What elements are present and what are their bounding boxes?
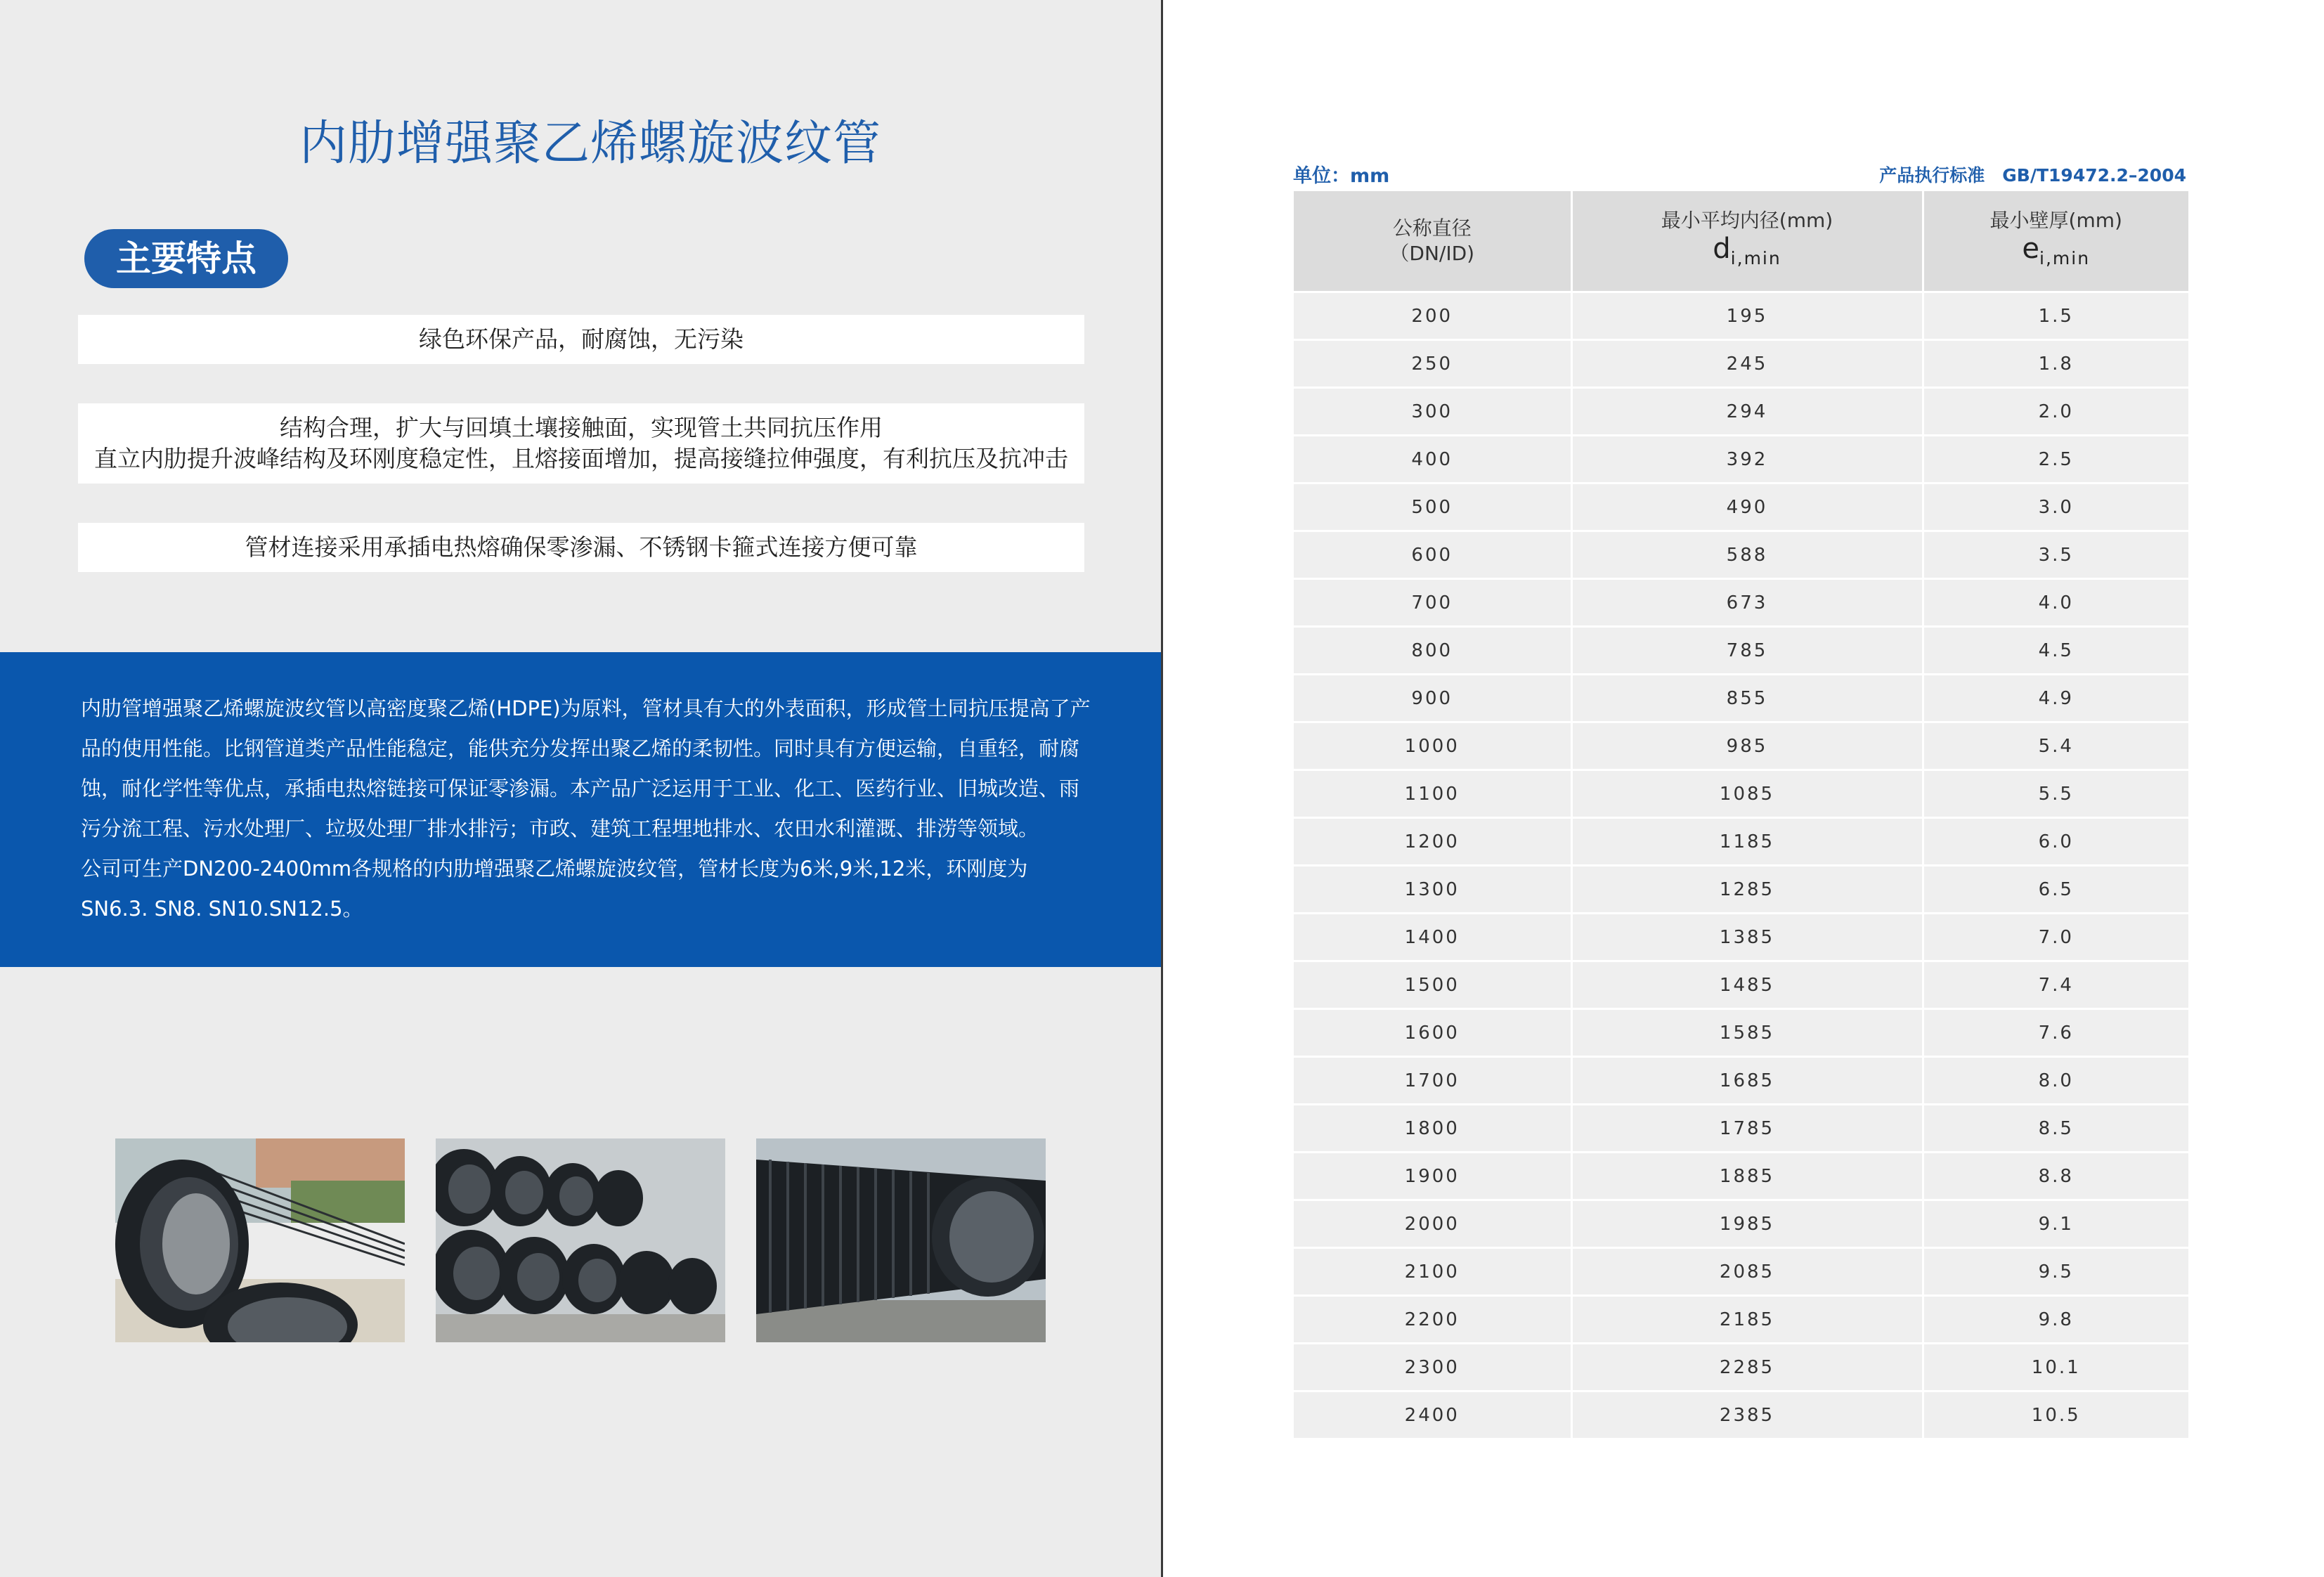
feature-line: 管材连接采用承插电热熔确保零渗漏、不锈钢卡箍式连接方便可靠 [245, 533, 918, 561]
header-nominal-diameter [1294, 191, 1571, 292]
table-row [1294, 484, 2188, 531]
header-symbol [1925, 233, 2188, 274]
cell-nominal-diameter: 600 [1294, 531, 1571, 579]
feature-line: 直立内肋提升波峰结构及环刚度稳定性，且熔接面增加，提高接缝拉伸强度，有利抗压及抗冲击 [94, 445, 1068, 472]
cell-nominal-diameter: 200 [1294, 292, 1571, 340]
table-row [1294, 961, 2188, 1009]
cell-min-wall-thickness: 5.5 [1923, 770, 2188, 818]
cell-min-inner-diameter: 673 [1571, 579, 1923, 627]
cell-min-inner-diameter: 1585 [1571, 1009, 1923, 1057]
cell-nominal-diameter: 2300 [1294, 1344, 1571, 1391]
cell-min-wall-thickness: 10.5 [1923, 1391, 2188, 1439]
table-row [1294, 722, 2188, 770]
cell-min-wall-thickness: 8.5 [1923, 1105, 2188, 1153]
cell-nominal-diameter: 1600 [1294, 1009, 1571, 1057]
cell-nominal-diameter: 1200 [1294, 818, 1571, 866]
cell-min-inner-diameter: 1485 [1571, 961, 1923, 1009]
feature-box [78, 523, 1084, 572]
header-label: 最小平均内径(mm) [1661, 209, 1833, 232]
page-title: 内肋增强聚乙烯螺旋波纹管 [299, 116, 881, 171]
table-row [1294, 1296, 2188, 1344]
cell-min-wall-thickness: 1.8 [1923, 340, 2188, 388]
table-row [1294, 1248, 2188, 1296]
table-row [1294, 1057, 2188, 1105]
cell-min-inner-diameter: 1085 [1571, 770, 1923, 818]
header-label: 公称直径 [1392, 216, 1472, 240]
feature-box [78, 403, 1084, 484]
cell-min-wall-thickness: 4.0 [1923, 579, 2188, 627]
cell-min-inner-diameter: 294 [1571, 388, 1923, 436]
features-heading: 主要特点 [84, 229, 288, 288]
cell-min-wall-thickness: 7.4 [1923, 961, 2188, 1009]
cell-nominal-diameter: 1000 [1294, 722, 1571, 770]
pipe-row-photo [756, 1138, 1046, 1342]
table-row [1294, 1200, 2188, 1248]
header-symbol-subscript: i,min [2039, 248, 2091, 268]
cell-min-inner-diameter: 985 [1571, 722, 1923, 770]
description-band [0, 652, 1161, 967]
left-page [0, 0, 1161, 1577]
cell-min-wall-thickness: 5.4 [1923, 722, 2188, 770]
cell-nominal-diameter: 700 [1294, 579, 1571, 627]
cell-nominal-diameter: 1900 [1294, 1153, 1571, 1200]
table-row [1294, 627, 2188, 675]
table-row [1294, 579, 2188, 627]
cell-min-inner-diameter: 588 [1571, 531, 1923, 579]
cell-min-wall-thickness: 9.5 [1923, 1248, 2188, 1296]
header-symbol-letter: e [2022, 233, 2040, 265]
table-row [1294, 388, 2188, 436]
cell-nominal-diameter: 1100 [1294, 770, 1571, 818]
cell-nominal-diameter: 1800 [1294, 1105, 1571, 1153]
cell-nominal-diameter: 800 [1294, 627, 1571, 675]
table-row [1294, 1153, 2188, 1200]
cell-min-wall-thickness: 6.5 [1923, 866, 2188, 914]
corrugated-pipe-photo [115, 1138, 405, 1342]
table-row [1294, 1344, 2188, 1391]
header-label: 最小壁厚(mm) [1989, 209, 2122, 232]
cell-min-inner-diameter: 1885 [1571, 1153, 1923, 1200]
cell-min-inner-diameter: 1185 [1571, 818, 1923, 866]
cell-min-inner-diameter: 195 [1571, 292, 1923, 340]
cell-nominal-diameter: 2000 [1294, 1200, 1571, 1248]
cell-min-inner-diameter: 490 [1571, 484, 1923, 531]
header-symbol-subscript: i,min [1730, 248, 1781, 268]
header-label: （DN/ID) [1389, 242, 1475, 265]
cell-nominal-diameter: 1700 [1294, 1057, 1571, 1105]
cell-min-wall-thickness: 2.5 [1923, 436, 2188, 484]
cell-min-inner-diameter: 392 [1571, 436, 1923, 484]
table-row [1294, 866, 2188, 914]
cell-min-inner-diameter: 1785 [1571, 1105, 1923, 1153]
cell-min-inner-diameter: 1985 [1571, 1200, 1923, 1248]
cell-nominal-diameter: 2400 [1294, 1391, 1571, 1439]
cell-min-inner-diameter: 245 [1571, 340, 1923, 388]
cell-min-wall-thickness: 10.1 [1923, 1344, 2188, 1391]
table-row [1294, 1391, 2188, 1439]
cell-min-wall-thickness: 7.0 [1923, 914, 2188, 961]
header-symbol-letter: d [1713, 233, 1731, 265]
cell-nominal-diameter: 250 [1294, 340, 1571, 388]
cell-min-wall-thickness: 3.5 [1923, 531, 2188, 579]
table-header-row [1294, 191, 2188, 292]
cell-min-wall-thickness: 4.9 [1923, 675, 2188, 722]
cell-min-inner-diameter: 2385 [1571, 1391, 1923, 1439]
cell-min-inner-diameter: 1685 [1571, 1057, 1923, 1105]
cell-min-wall-thickness: 2.0 [1923, 388, 2188, 436]
cell-nominal-diameter: 300 [1294, 388, 1571, 436]
cell-nominal-diameter: 1300 [1294, 866, 1571, 914]
feature-box [78, 315, 1084, 364]
cell-nominal-diameter: 1500 [1294, 961, 1571, 1009]
standard-label: 产品执行标准 GB/T19472.2–2004 [1879, 165, 2186, 186]
table-row [1294, 675, 2188, 722]
table-row [1294, 1105, 2188, 1153]
header-min-inner-diameter [1571, 191, 1923, 292]
table-row [1294, 340, 2188, 388]
stacked-pipes-photo [436, 1138, 725, 1342]
table-row [1294, 818, 2188, 866]
feature-line: 绿色环保产品，耐腐蚀，无污染 [419, 325, 744, 353]
header-min-wall-thickness [1923, 191, 2188, 292]
header-symbol [1573, 233, 1921, 274]
cell-min-wall-thickness: 8.0 [1923, 1057, 2188, 1105]
cell-min-wall-thickness: 8.8 [1923, 1153, 2188, 1200]
cell-nominal-diameter: 500 [1294, 484, 1571, 531]
table-row [1294, 531, 2188, 579]
table-row [1294, 1009, 2188, 1057]
cell-nominal-diameter: 900 [1294, 675, 1571, 722]
cell-min-wall-thickness: 9.8 [1923, 1296, 2188, 1344]
cell-min-wall-thickness: 6.0 [1923, 818, 2188, 866]
description-paragraph: 内肋管增强聚乙烯螺旋波纹管以高密度聚乙烯(HDPE)为原料，管材具有大的外表面积，形成管土同抗压提高了产品的使用性能。比钢管道类产品性能稳定，能供充分发挥出聚乙烯的柔韧性。同时具有方便运输，自重轻，耐腐蚀，耐化学性等优点，承插电热熔链接可保证零渗漏。本产品广泛运用于工业、化工、医药行业、旧城改造、雨污分流工程、污水处理厂、垃圾处理厂排水排污；市政、建筑工程埋地排水、农田水利灌溉、排涝等领域。 [81, 696, 1091, 841]
cell-nominal-diameter: 2100 [1294, 1248, 1571, 1296]
unit-label: 单位：mm [1293, 165, 1390, 187]
cell-min-wall-thickness: 1.5 [1923, 292, 2188, 340]
feature-line: 结构合理，扩大与回填土壤接触面，实现管土共同抗压作用 [280, 414, 883, 441]
cell-min-wall-thickness: 3.0 [1923, 484, 2188, 531]
cell-min-inner-diameter: 2185 [1571, 1296, 1923, 1344]
cell-nominal-diameter: 400 [1294, 436, 1571, 484]
spec-table [1294, 191, 2188, 1438]
cell-nominal-diameter: 1400 [1294, 914, 1571, 961]
description-paragraph: 公司可生产DN200-2400mm各规格的内肋增强聚乙烯螺旋波纹管，管材长度为6米,9米,12米，环刚度为SN6.3. SN8. SN10.SN12.5。 [81, 857, 1028, 921]
table-row [1294, 436, 2188, 484]
table-row [1294, 292, 2188, 340]
cell-min-inner-diameter: 785 [1571, 627, 1923, 675]
cell-min-inner-diameter: 1285 [1571, 866, 1923, 914]
cell-min-inner-diameter: 2085 [1571, 1248, 1923, 1296]
table-row [1294, 770, 2188, 818]
table-body [1294, 292, 2188, 1439]
table-row [1294, 914, 2188, 961]
cell-min-wall-thickness: 9.1 [1923, 1200, 2188, 1248]
cell-min-wall-thickness: 7.6 [1923, 1009, 2188, 1057]
cell-min-inner-diameter: 2285 [1571, 1344, 1923, 1391]
cell-min-inner-diameter: 855 [1571, 675, 1923, 722]
cell-min-inner-diameter: 1385 [1571, 914, 1923, 961]
cell-min-wall-thickness: 4.5 [1923, 627, 2188, 675]
cell-nominal-diameter: 2200 [1294, 1296, 1571, 1344]
